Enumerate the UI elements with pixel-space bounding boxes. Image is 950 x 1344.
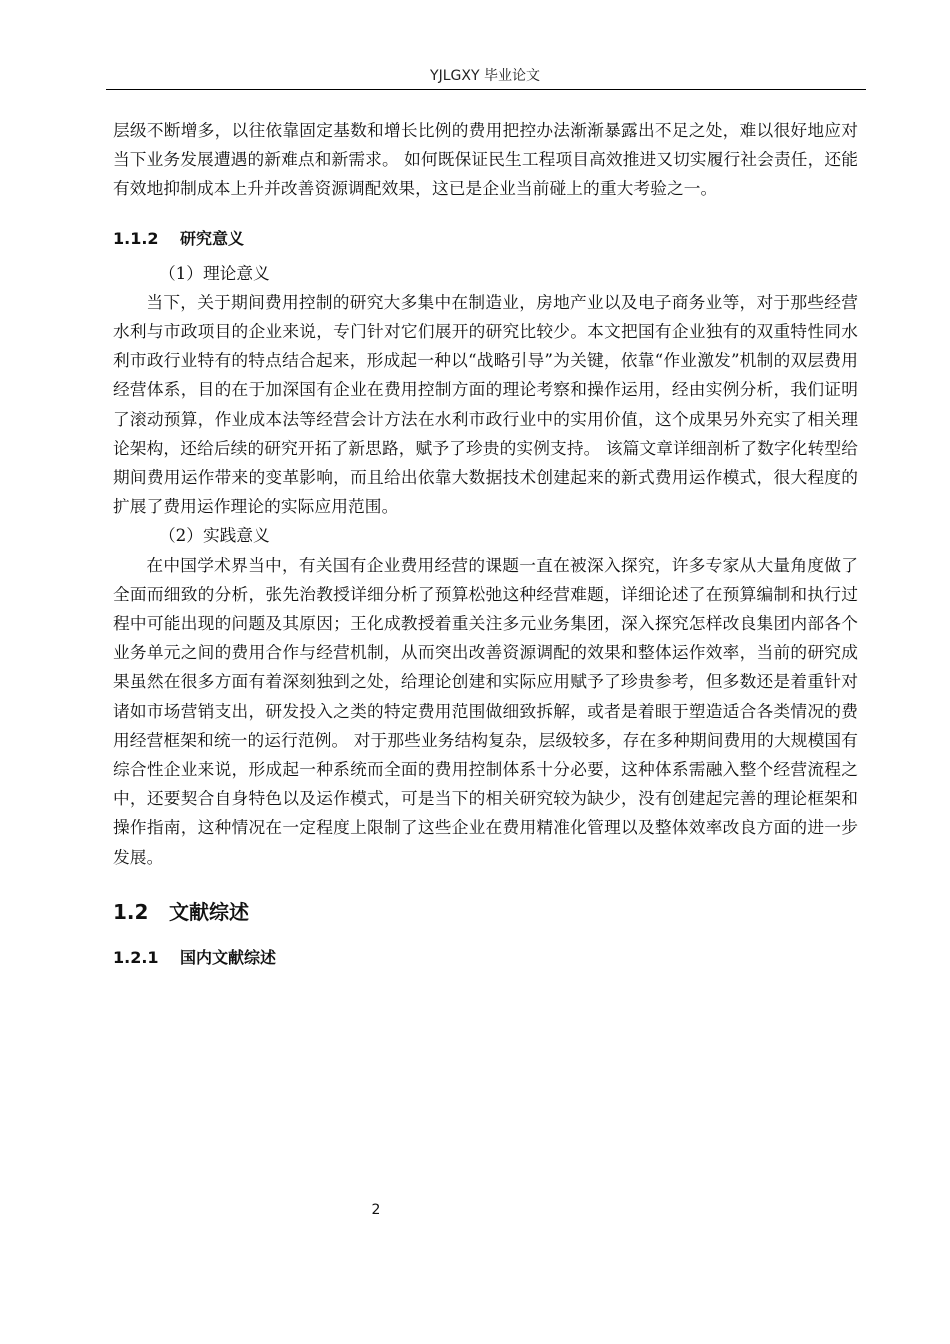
practice-paragraph: 在中国学术界当中，有关国有企业费用经营的课题一直在被深入探究，许多专家从大量角度做了全面而细致的分析，张先治教授详细分析了预算松弛这种经营难题，详细论述了在预算编制和执行过程中可能出现的问题及其原因；王化成教授着重关注多元业务集团，深入探究怎样改良集团内部各个业务单元之间的费用合作与经营机制，从而突出改善资源调配的效果和整体运作效率，当前的研究成果虽然在很多方面有着深刻独到之处，给理论创建和实际应用赋予了珍贵参考，但多数还是着重针对诸如市场营销支出，研发投入之类的特定费用范围做细致拆解，或者是着眼于塑造适合各类情况的费用经营框架和统一的运行范例。 对于那些业务结构复杂，层级较多，存在多种期间费用的大规模国有综合性企业来说，形成起一种系统而全面的费用控制体系十分必要，这种体系需融入整个经营流程之中，还要契合自身特色以及运作模式，可是当下的相关研究较为缺少，没有创建起完善的理论框架和操作指南，这种情况在一定程度上限制了这些企业在费用精准化管理以及整体效率改良方面的进一步发展。 <box>113 554 858 867</box>
page-number: 2 <box>371 1202 381 1218</box>
heading-title: 国内文献综述 <box>180 947 277 967</box>
page-body <box>113 116 858 969</box>
heading-title: 研究意义 <box>180 228 245 248</box>
heading-number: 1.2 <box>113 899 149 924</box>
heading-1-1-2 <box>113 228 858 250</box>
heading-1-2-1 <box>113 947 858 969</box>
heading-number: 1.2.1 <box>113 947 159 967</box>
subheading-practice: （2）实践意义 <box>159 525 270 546</box>
subheading-theory: （1）理论意义 <box>159 262 270 283</box>
intro-paragraph: 层级不断增多，以往依靠固定基数和增长比例的费用把控办法渐渐暴露出不足之处，难以很好地应对当下业务发展遭遇的新难点和新需求。 如何既保证民生工程项目高效推进又切实履行社会责任，还能有效地抑制成本上升并改善资源调配效果，这已是企业当前碰上的重大考验之一。 <box>113 120 858 199</box>
heading-title: 文献综述 <box>169 899 249 924</box>
heading-1-2 <box>113 899 858 925</box>
theory-paragraph: 当下，关于期间费用控制的研究大多集中在制造业，房地产业以及电子商务业等，对于那些经营水利与市政项目的企业来说，专门针对它们展开的研究比较少。本文把国有企业独有的双重特性同水利市政行业特有的特点结合起来，形成起一种以“战略引导”为关键，依靠“作业激发”机制的双层费用经营体系，目的在于加深国有企业在费用控制方面的理论考察和操作运用，经由实例分析，我们证明了滚动预算，作业成本法等经营会计方法在水利市政行业中的实用价值，这个成果另外充实了相关理论架构，还给后续的研究开拓了新思路，赋予了珍贵的实例支持。 该篇文章详细剖析了数字化转型给期间费用运作带来的变革影响，而且给出依靠大数据技术创建起来的新式费用运作模式，很大程度的扩展了费用运作理论的实际应用范围。 <box>113 291 858 517</box>
heading-number: 1.1.2 <box>113 228 159 248</box>
running-header: YJLGXY 毕业论文 <box>430 68 540 84</box>
header-rule <box>106 89 866 90</box>
